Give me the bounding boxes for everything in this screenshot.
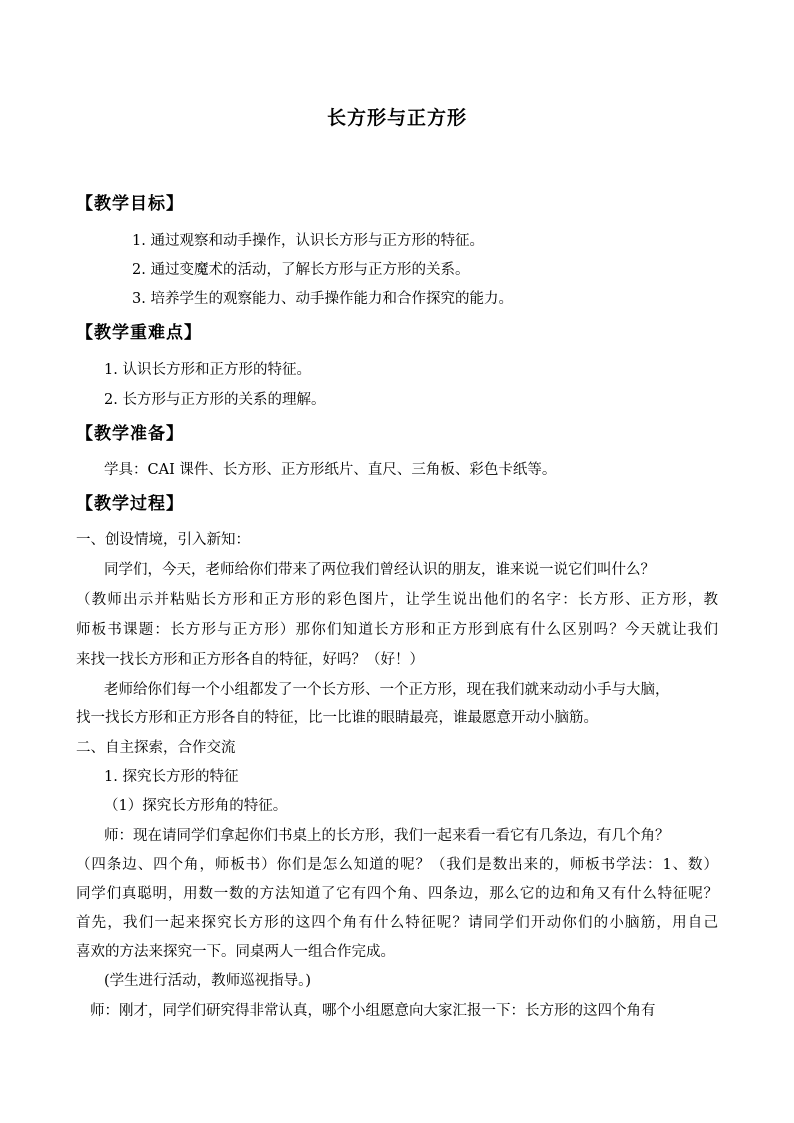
page-title: 长方形与正方形 xyxy=(326,107,467,129)
goal-item-3: 3. 培养学生的观察能力、动手操作能力和合作探究的能力。 xyxy=(132,291,513,307)
process-subheading-2: 二、自主探索，合作交流 xyxy=(76,740,236,756)
process-paragraph-line: （四条边、四个角，师板书）你们是怎么知道的呢？（我们是数出来的，师板书学法：1、数） xyxy=(76,857,718,873)
section-heading-goals: 【教学目标】 xyxy=(76,194,184,214)
process-paragraph-line: 找一找长方形和正方形各自的特征，比一比谁的眼睛最亮，谁最愿意开动小脑筋。 xyxy=(76,710,598,726)
process-paragraph-line: 师：刚才，同学们研究得非常认真，哪个小组愿意向大家汇报一下：长方形的这四个角有 xyxy=(90,1003,656,1019)
process-subheading-3: 1. 探究长方形的特征 xyxy=(104,769,239,785)
process-paragraph-line: 同学们，今天，老师给你们带来了两位我们曾经认识的朋友，谁来说一说它们叫什么？ xyxy=(104,562,655,578)
process-paragraph-line: 师板书课题：长方形与正方形）那你们知道长方形和正方形到底有什么区别吗？今天就让我们 xyxy=(76,622,718,638)
goal-item-1: 1. 通过观察和动手操作，认识长方形与正方形的特征。 xyxy=(132,233,484,249)
process-paragraph-line: (学生进行活动，教师巡视指导。) xyxy=(104,973,312,989)
section-heading-preparation: 【教学准备】 xyxy=(76,424,184,444)
process-paragraph-line: （教师出示并粘贴长方形和正方形的彩色图片，让学生说出他们的名字：长方形、正方形，教 xyxy=(76,592,718,608)
process-paragraph-line: 首先，我们一起来探究长方形的这四个角有什么特征呢？请同学们开动你们的小脑筋，用自己 xyxy=(76,915,718,931)
process-paragraph-line: 老师给你们每一个小组都发了一个长方形、一个正方形，现在我们就来动动小手与大脑， xyxy=(104,682,670,698)
process-paragraph-line: 同学们真聪明，用数一数的方法知道了它有四个角、四条边，那么它的边和角又有什么特征呢？ xyxy=(76,886,718,902)
process-paragraph-line: 师：现在请同学们拿起你们书桌上的长方形，我们一起来看一看它有几条边，有几个角？ xyxy=(104,828,670,844)
section-heading-process: 【教学过程】 xyxy=(76,494,184,514)
process-paragraph-line: 来找一找长方形和正方形各自的特征，好吗？（好！） xyxy=(76,652,424,668)
process-paragraph-line: 喜欢的方法来探究一下。同桌两人一组合作完成。 xyxy=(76,944,395,960)
key-point-item-2: 2. 长方形与正方形的关系的理解。 xyxy=(104,392,326,408)
process-subheading-1: 一、创设情境，引入新知： xyxy=(76,532,250,548)
section-heading-key-points: 【教学重难点】 xyxy=(76,323,202,343)
process-subheading-4: （1）探究长方形角的特征。 xyxy=(104,798,288,814)
preparation-text: 学具：CAI 课件、长方形、正方形纸片、直尺、三角板、彩色卡纸等。 xyxy=(104,462,557,478)
key-point-item-1: 1. 认识长方形和正方形的特征。 xyxy=(104,362,311,378)
goal-item-2: 2. 通过变魔术的活动，了解长方形与正方形的关系。 xyxy=(132,262,470,278)
